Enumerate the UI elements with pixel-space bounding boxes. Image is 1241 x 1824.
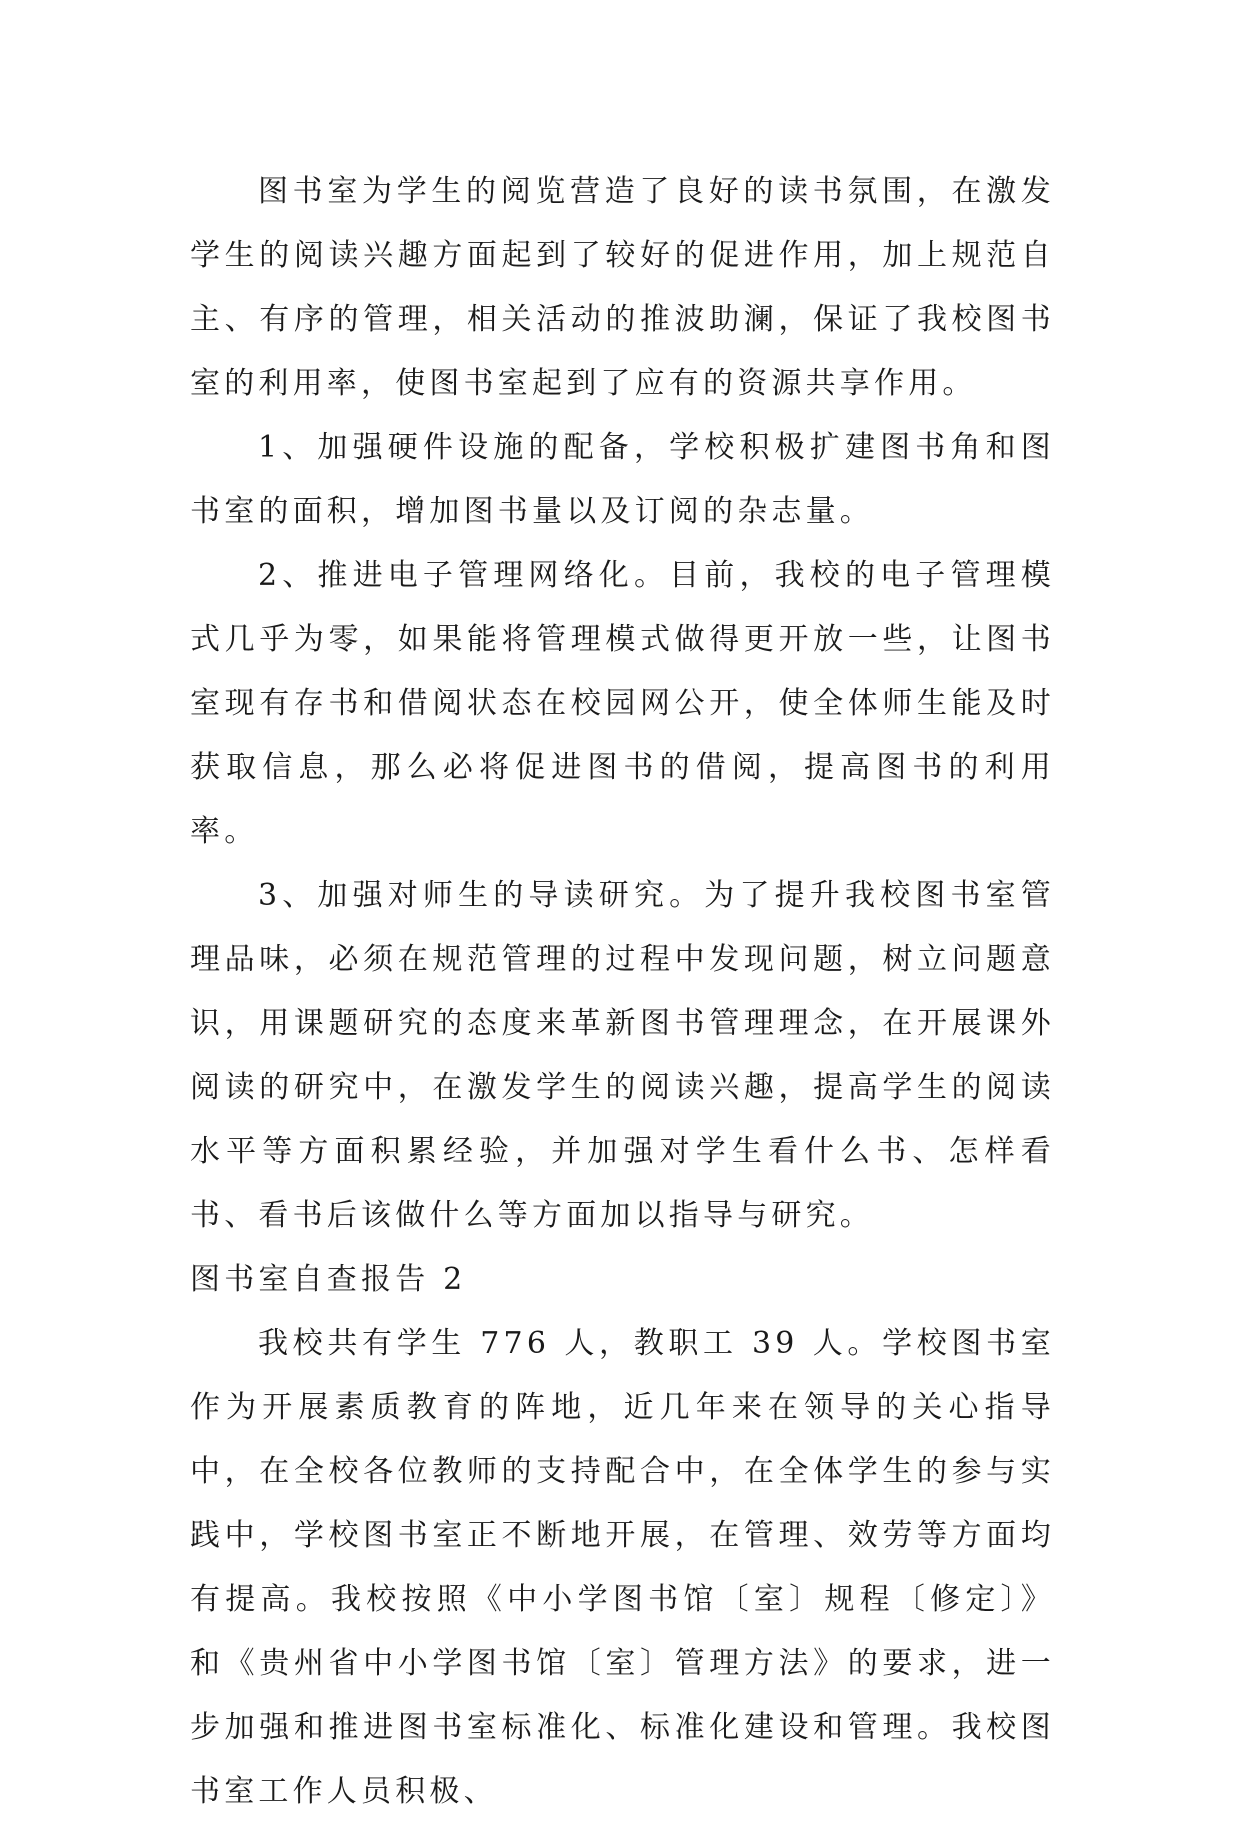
paragraph-library-atmosphere: 图书室为学生的阅览营造了良好的读书氛围，在激发学生的阅读兴趣方面起到了较好的促进作用，加上规范自主、有序的管理，相关活动的推波助澜，保证了我校图书室的利用率，使图书室起到了应有的资源共享作用。 (190, 174, 1055, 401)
paragraph-item-2-electronic-management: 2、推进电子管理网络化。目前，我校的电子管理模式几乎为零，如果能将管理模式做得更开放一些，让图书室现有存书和借阅状态在校园网公开，使全体师生能及时获取信息，那么必将促进图书的借阅，提高图书的利用率。 (190, 558, 1055, 849)
paragraph-item-3-reading-research: 3、加强对师生的导读研究。为了提升我校图书室管理品味，必须在规范管理的过程中发现问题，树立问题意识，用课题研究的态度来革新图书管理理念，在开展课外阅读的研究中，在激发学生的阅读兴趣，提高学生的阅读水平等方面积累经验，并加强对学生看什么书、怎样看书、看书后该做什么等方面加以指导与研究。 (190, 878, 1055, 1233)
paragraph-school-overview: 我校共有学生 776 人，教职工 39 人。学校图书室作为开展素质教育的阵地，近几年来在领导的关心指导中，在全校各位教师的支持配合中，在全体学生的参与实践中，学校图书室正不断地开展，在管理、效劳等方面均有提高。我校按照《中小学图书馆〔室〕规程〔修定〕》和《贵州省中小学图书馆〔室〕管理方法》的要求，进一步加强和推进图书室标准化、标准化建设和管理。我校图书室工作人员积极、 (190, 1326, 1055, 1809)
paragraph-item-1-hardware: 1、加强硬件设施的配备，学校积极扩建图书角和图书室的面积，增加图书量以及订阅的杂志量。 (190, 430, 1055, 529)
document-body (190, 160, 1055, 1824)
section-title: 图书室自查报告 2 (190, 1262, 467, 1297)
